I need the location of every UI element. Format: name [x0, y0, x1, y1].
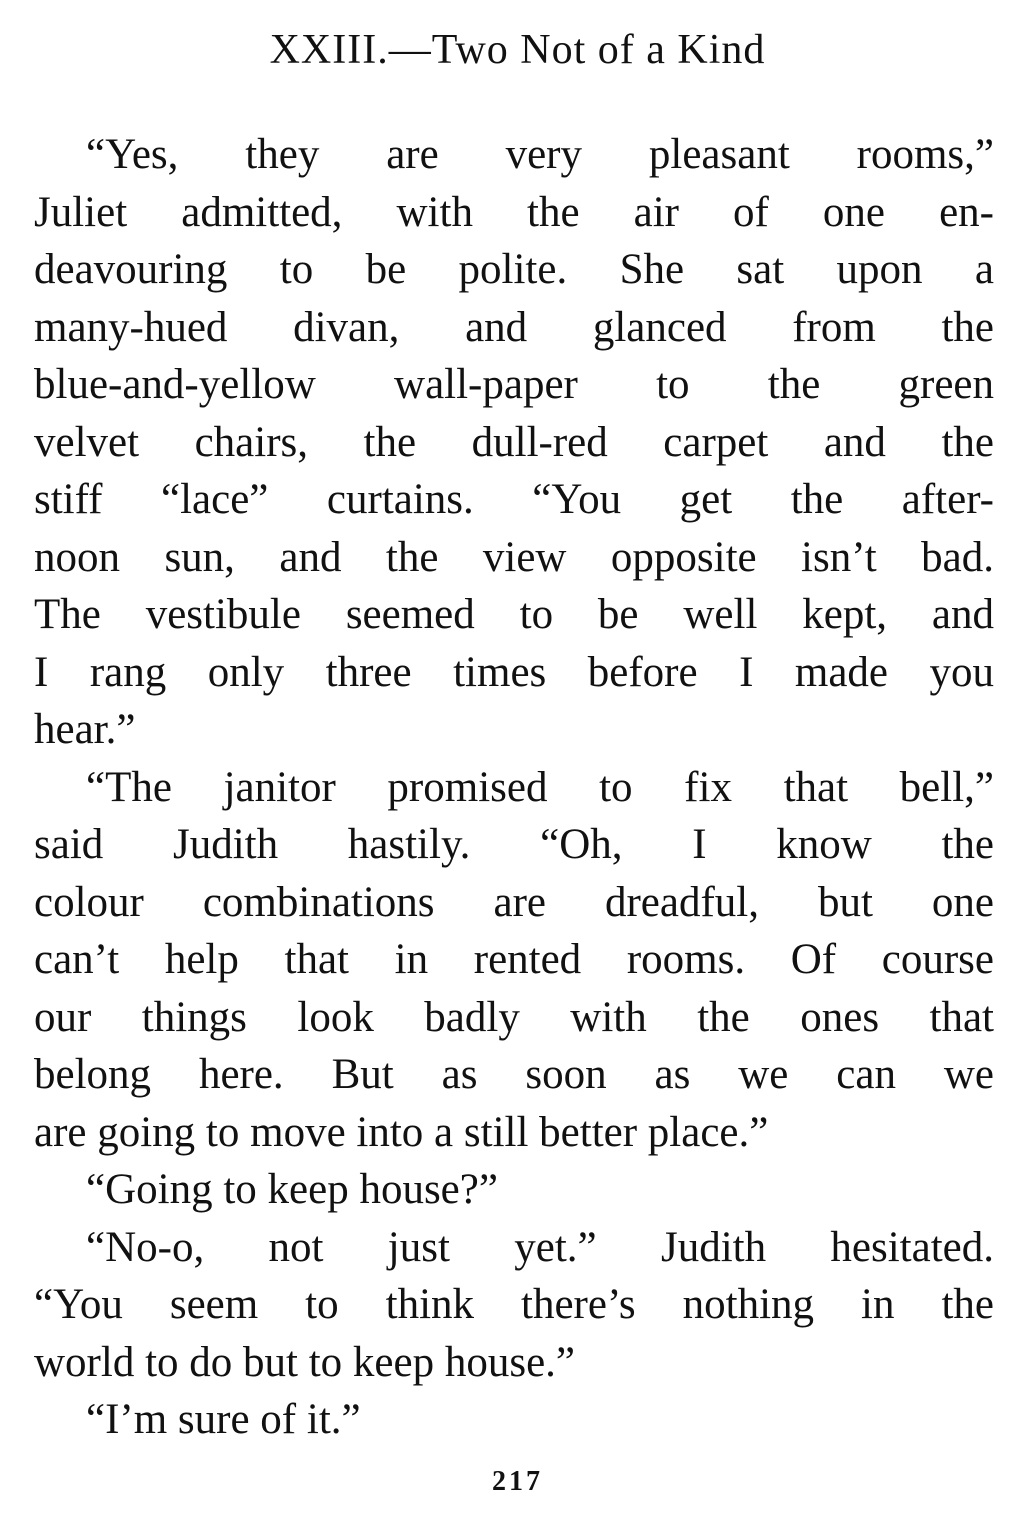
text-line: “Going to keep house?” [86, 1166, 498, 1213]
text-line: “You seem to think there’s nothing in the [34, 1281, 994, 1328]
page-number: 217 [492, 1466, 543, 1497]
text-line: are going to move into a still better place.” [34, 1108, 769, 1156]
text-line: stiff “lace” curtains. “You get the after- [34, 476, 994, 523]
text-line: I rang only three times before I made you [34, 648, 994, 696]
text-line: blue-and-yellow wall-paper to the green [34, 361, 994, 408]
text-line: many-hued divan, and glanced from the [34, 303, 994, 351]
text-line: “The janitor promised to fix that bell,” [86, 763, 994, 811]
text-line: Juliet admitted, with the air of one en- [34, 188, 994, 236]
text-line: “No-o, not just yet.” Judith hesitated. [86, 1223, 994, 1271]
text-line: can’t help that in rented rooms. Of course [34, 936, 994, 983]
text-line: hear.” [34, 706, 136, 753]
text-line: The vestibule seemed to be well kept, and [34, 591, 994, 638]
text-line: “Yes, they are very pleasant rooms,” [86, 131, 994, 178]
text-line: colour combinations are dreadful, but one [34, 878, 994, 926]
text-line: world to do but to keep house.” [34, 1338, 575, 1386]
text-line: “I’m sure of it.” [86, 1396, 361, 1443]
text-line: said Judith hastily. “Oh, I know the [34, 821, 994, 868]
text-line: belong here. But as soon as we can we [34, 1051, 994, 1098]
text-line: noon sun, and the view opposite isn’t bad. [34, 533, 994, 581]
body-text [34, 126, 994, 1449]
text-line: velvet chairs, the dull-red carpet and the [34, 418, 994, 466]
text-line: deavouring to be polite. She sat upon a [34, 246, 994, 293]
text-line: our things look badly with the ones that [34, 993, 994, 1041]
chapter-title: XXIII.—Two Not of a Kind [269, 27, 766, 73]
